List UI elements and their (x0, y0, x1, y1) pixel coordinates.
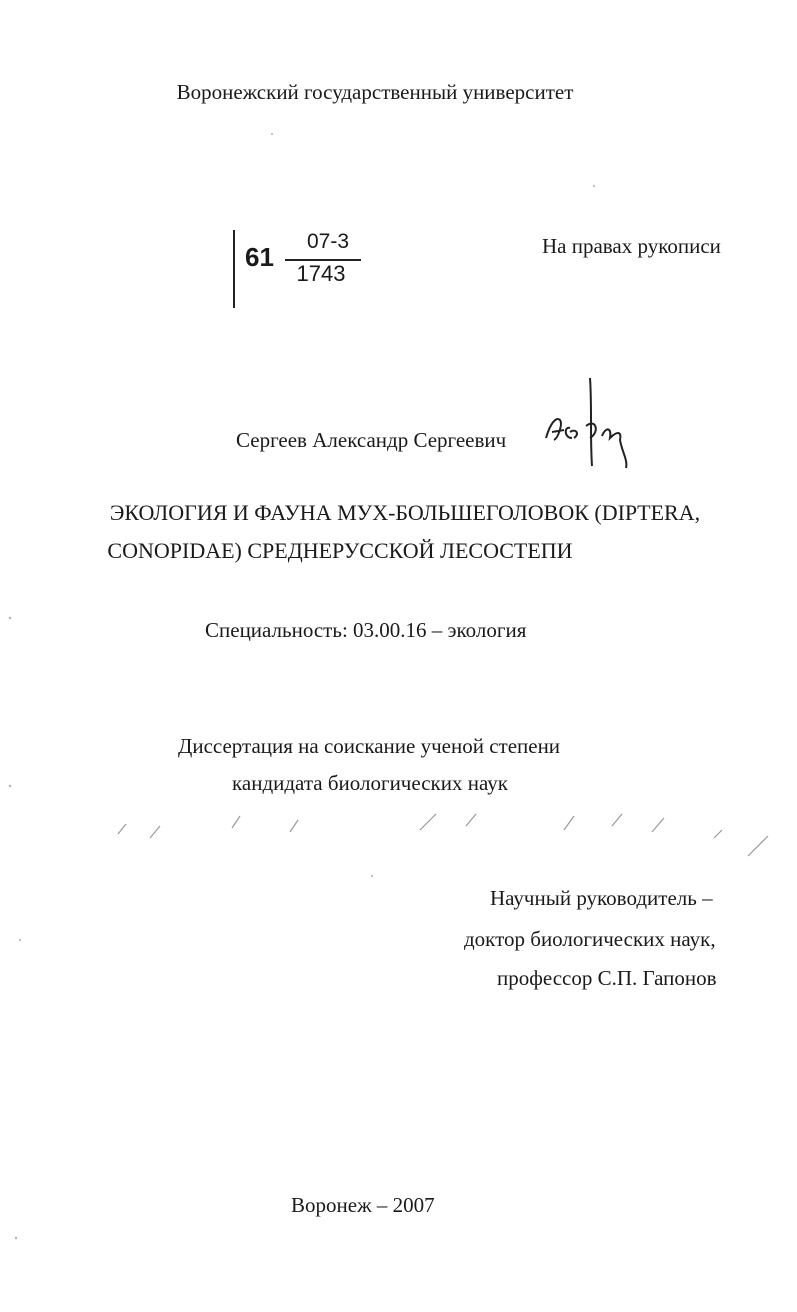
university-name: Воронежский государственный университет (176, 80, 574, 104)
dissertation-line-1: Диссертация на соискание ученой степени (178, 734, 561, 758)
library-stamp (233, 230, 363, 308)
signature-icon (540, 376, 640, 472)
city-year: Воронеж – 2007 (291, 1193, 435, 1217)
title-line-2: CONOPIDAE) СРЕДНЕРУССКОЙ ЛЕСОСТЕПИ (107, 538, 573, 563)
author-name: Сергеев Александр Сергеевич (236, 428, 507, 452)
rights-notice: На правах рукописи (542, 234, 721, 258)
stamp-prefix: 61 (245, 242, 274, 272)
supervisor-line-3: профессор С.П. Гапонов (497, 966, 717, 990)
specialty: Специальность: 03.00.16 – экология (205, 618, 527, 642)
supervisor-line-2: доктор биологических наук, (464, 927, 716, 951)
supervisor-line-1: Научный руководитель – (490, 886, 713, 910)
stamp-bar (233, 230, 235, 308)
title-line-1: ЭКОЛОГИЯ И ФАУНА МУХ-БОЛЬШЕГОЛОВОК (DIPTERA, (109, 500, 701, 525)
stamp-denominator: 1743 (296, 261, 346, 286)
stamp-numerator: 07-3 (306, 230, 350, 253)
dissertation-line-2: кандидата биологических наук (232, 771, 508, 795)
